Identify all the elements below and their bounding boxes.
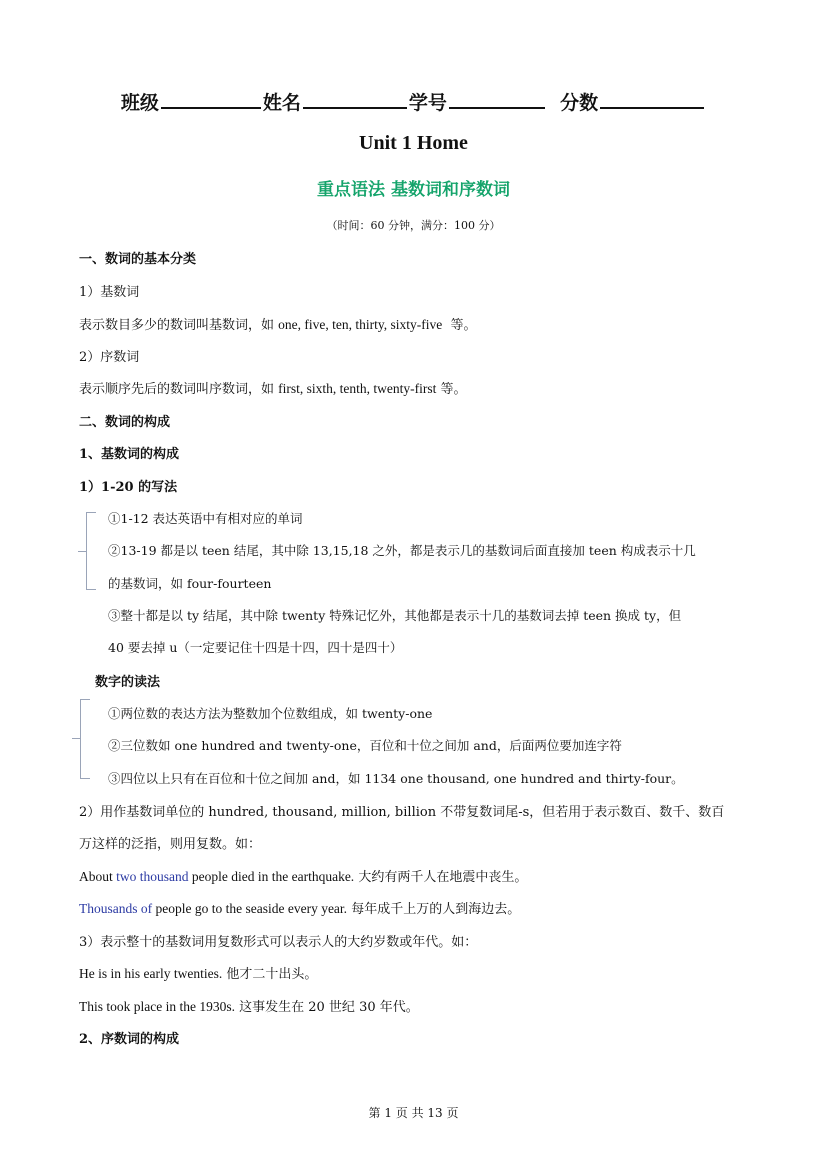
example-1: About two thousand people died in the earthquake. 大约有两千人在地震中丧生。 [79, 869, 528, 885]
ordinal-description: 表示顺序先后的数词叫序数词，如 first, sixth, tenth, twenty-first 等。 [79, 381, 467, 397]
time-info: （时间：60 分钟，满分：100 分） [326, 219, 501, 232]
writing-item-2: ②13-19 都是以 teen 结尾，其中除 13,15,18 之外，都是表示几的基数词后面直接加 teen 构成表示十几 [108, 543, 696, 558]
page-subtitle: 重点语法 基数词和序数词 [317, 180, 510, 200]
student-no-label: 学号 [408, 92, 447, 114]
writing-item-1: ①1-12 表达英语中有相对应的单词 [108, 511, 303, 526]
example-2: Thousands of people go to the seaside every year. 每年成千上万的人到海边去。 [79, 901, 521, 917]
ordinal-examples: first, sixth, tenth, twenty-first [278, 381, 437, 396]
reading-item-3: ③四位以上只有在百位和十位之间加 and，如 1134 one thousand, one hundred and thirty-four。 [108, 771, 684, 786]
name-label: 姓名 [262, 92, 301, 114]
cardinal-examples: one, five, ten, thirty, sixty-five [278, 317, 443, 332]
student-info-header [0, 88, 827, 115]
cardinal-formation-heading: 1、基数词的构成 [79, 447, 180, 462]
point2-line2: 万这样的泛指，则用复数。如： [79, 837, 262, 852]
reading-bracket [80, 699, 81, 779]
writing-1-20-heading: 1）1-20 的写法 [79, 480, 178, 495]
section1-heading: 一、数词的基本分类 [79, 252, 197, 267]
example-3: He is in his early twenties. 他才二十出头。 [79, 966, 318, 982]
writing-item-2-cont: 的基数词，如 four-fourteen [108, 576, 272, 591]
example-2-highlight: Thousands of [79, 901, 153, 916]
example-1-highlight: two thousand [116, 869, 189, 884]
ordinal-formation-heading: 2、序数词的构成 [79, 1032, 180, 1047]
ordinal-heading: 2）序数词 [79, 350, 140, 365]
cardinal-description: 表示数目多少的数词叫基数词，如 one, five, ten, thirty, sixty-five 等。 [79, 317, 477, 333]
writing-item-3: ③整十都是以 ty 结尾，其中除 twenty 特殊记忆外，其他都是表示十几的基数词去掉 teen 换成 ty，但 [108, 608, 682, 623]
student-no-blank[interactable] [449, 89, 545, 109]
reading-item-2: ②三位数如 one hundred and twenty-one，百位和十位之间加 and，后面两位要加连字符 [108, 738, 622, 753]
score-label: 分数 [560, 92, 599, 114]
writing-item-3-cont: 40 要去掉 u（一定要记住十四是十四，四十是四十） [108, 640, 403, 655]
cardinal-heading: 1）基数词 [79, 285, 140, 300]
point3: 3）表示整十的基数词用复数形式可以表示人的大约岁数或年代。如： [79, 935, 478, 950]
reading-item-1: ①两位数的表达方法为整数加个位数组成，如 twenty-one [108, 706, 433, 721]
example-4: This took place in the 1930s. 这事发生在 20 世纪 30 年代。 [79, 999, 419, 1015]
page-title: Unit 1 Home [359, 132, 468, 154]
score-blank[interactable] [600, 89, 704, 109]
reading-heading: 数字的读法 [95, 675, 161, 690]
page-footer: 第 1 页 共 13 页 [368, 1106, 459, 1120]
class-blank[interactable] [161, 89, 261, 109]
point2-line1: 2）用作基数词单位的 hundred, thousand, million, billion 不带复数词尾-s，但若用于表示数百、数千、数百 [79, 805, 725, 820]
class-label: 班级 [120, 92, 159, 114]
writing-bracket [86, 512, 87, 590]
section2-heading: 二、数词的构成 [79, 415, 171, 430]
name-blank[interactable] [303, 89, 407, 109]
